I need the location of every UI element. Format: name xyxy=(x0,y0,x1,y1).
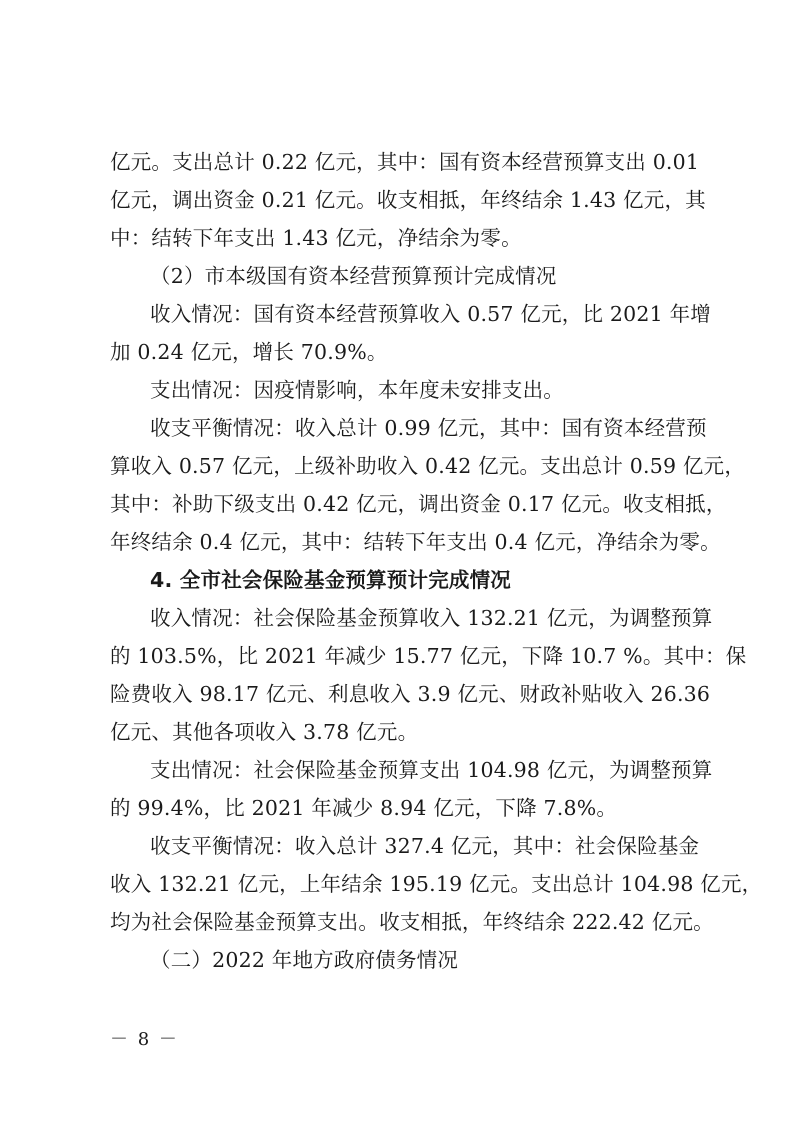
paragraph-line: 险费收入 98.17 亿元、利息收入 3.9 亿元、财政补贴收入 26.36 xyxy=(110,682,711,706)
paragraph-line: 收支平衡情况：收入总计 0.99 亿元，其中：国有资本经营预 xyxy=(150,416,707,440)
paragraph-line: 算收入 0.57 亿元，上级补助收入 0.42 亿元。支出总计 0.59 亿元， xyxy=(110,454,746,478)
paragraph-line: 收入情况：国有资本经营预算收入 0.57 亿元，比 2021 年增 xyxy=(150,302,711,326)
section-heading-bold: 4. 全市社会保险基金预算预计完成情况 xyxy=(150,568,511,592)
section-heading: （2）市本级国有资本经营预算预计完成情况 xyxy=(150,264,557,288)
paragraph-line: 收入情况：社会保险基金预算收入 132.21 亿元，为调整预算 xyxy=(150,606,713,630)
paragraph-line: 支出情况：因疫情影响，本年度未安排支出。 xyxy=(150,378,564,402)
section-heading: （二）2022 年地方政府债务情况 xyxy=(150,948,459,972)
paragraph-line: 收入 132.21 亿元，上年结余 195.19 亿元。支出总计 104.98 亿元， xyxy=(110,872,763,896)
paragraph-line: 年终结余 0.4 亿元，其中：结转下年支出 0.4 亿元，净结余为零。 xyxy=(110,530,721,554)
paragraph-line: 亿元。支出总计 0.22 亿元，其中：国有资本经营预算支出 0.01 xyxy=(110,150,700,174)
paragraph-line: 的 99.4%，比 2021 年减少 8.94 亿元，下降 7.8%。 xyxy=(110,796,618,820)
paragraph-line: 均为社会保险基金预算支出。收支相抵，年终结余 222.42 亿元。 xyxy=(110,910,714,934)
paragraph-line: 亿元，调出资金 0.21 亿元。收支相抵，年终结余 1.43 亿元，其 xyxy=(110,188,706,212)
paragraph-line: 中：结转下年支出 1.43 亿元，净结余为零。 xyxy=(110,226,522,250)
page-number: － 8 － xyxy=(110,1029,179,1050)
paragraph-line: 收支平衡情况：收入总计 327.4 亿元，其中：社会保险基金 xyxy=(150,834,700,858)
paragraph-line: 加 0.24 亿元，增长 70.9%。 xyxy=(110,340,388,364)
paragraph-line: 亿元、其他各项收入 3.78 亿元。 xyxy=(110,720,419,744)
paragraph-line: 其中：补助下级支出 0.42 亿元，调出资金 0.17 亿元。收支相抵， xyxy=(110,492,727,516)
paragraph-line: 支出情况：社会保险基金预算支出 104.98 亿元，为调整预算 xyxy=(150,758,713,782)
paragraph-line: 的 103.5%，比 2021 年减少 15.77 亿元，下降 10.7 %。其中：保 xyxy=(110,644,747,668)
